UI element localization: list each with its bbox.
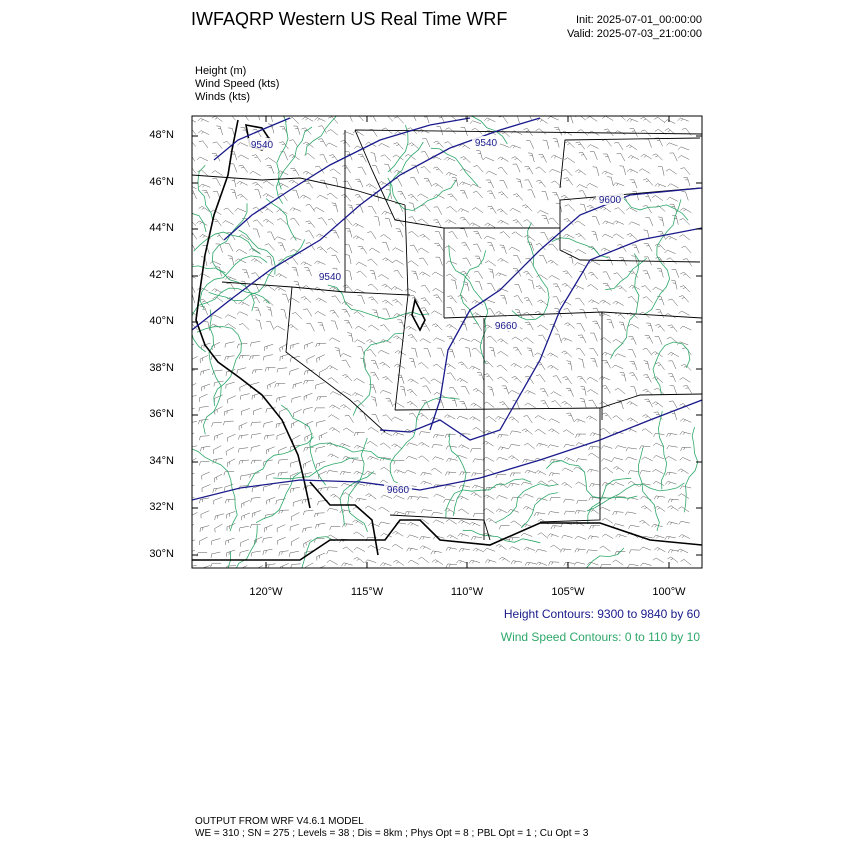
height-contour-label: 9540: [250, 140, 274, 151]
lat-tick-label: 36°N: [149, 408, 174, 420]
state-boundary: [286, 287, 385, 432]
wind-speed-contour: [644, 199, 681, 314]
valid-time: Valid: 2025-07-03_21:00:00: [567, 28, 702, 40]
height-contour-label: 9540: [318, 272, 342, 283]
legend-wind-speed: Wind Speed (kts): [195, 78, 280, 90]
wind-speed-contour: [276, 127, 312, 204]
wind-speed-contour: [611, 254, 640, 359]
wind-speed-contour: [495, 484, 558, 523]
lat-tick-label: 44°N: [149, 222, 174, 234]
lon-tick-label: 100°W: [652, 586, 686, 598]
height-contour-labels: [248, 136, 624, 496]
wind-speed-contours: [145, 89, 698, 626]
coastline-segment: [412, 300, 425, 330]
lon-tick-label: 110°W: [450, 586, 484, 598]
model-config: WE = 310 ; SN = 275 ; Levels = 38 ; Dis = 8km ; Phys Opt = 8 ; PBL Opt = 1 ; Cu Opt = 3: [195, 828, 589, 839]
coastline: [192, 120, 702, 560]
model-info: [195, 816, 588, 840]
height-contour-label: 9660: [494, 321, 518, 332]
init-time: Init: 2025-07-01_00:00:00: [576, 14, 702, 26]
legend-winds: Winds (kts): [195, 91, 250, 103]
wind-speed-contour: [266, 199, 296, 241]
state-boundary: [602, 312, 702, 318]
lat-tick-label: 34°N: [149, 455, 174, 467]
state-boundary: [390, 515, 490, 540]
wind-speed-contour: [306, 92, 351, 156]
wind-speed-contour: [587, 483, 685, 511]
wind-speed-contour: [302, 537, 335, 588]
state-boundary: [395, 205, 408, 410]
lat-tick-label: 46°N: [149, 176, 174, 188]
height-contour-note: Height Contours: 9300 to 9840 by 60: [503, 607, 700, 621]
wind-speed-contour: [197, 327, 242, 407]
lat-tick-label: 40°N: [149, 315, 174, 327]
map-title: IWFAQRP Western US Real Time WRF: [191, 9, 508, 29]
wind-speed-contour: [546, 461, 637, 499]
lon-tick-label: 115°W: [350, 586, 384, 598]
plot-frame: [192, 116, 702, 568]
lat-tick-label: 38°N: [149, 362, 174, 374]
wind-speed-contour: [281, 405, 326, 485]
height-contour-label: 9600: [598, 195, 622, 206]
lat-tick-label: 42°N: [149, 269, 174, 281]
legend-height: Height (m): [195, 65, 247, 77]
height-contour-label: 9540: [474, 138, 498, 149]
wind-speed-contour: [653, 342, 690, 394]
wind-speed-contour: [588, 478, 631, 524]
lat-tick-label: 48°N: [149, 129, 174, 141]
state-boundary: [540, 408, 600, 522]
lon-tick-label: 120°W: [249, 586, 283, 598]
axis-ticks: [192, 116, 702, 568]
wind-contour-note: Wind Speed Contours: 0 to 110 by 10: [500, 630, 700, 644]
wind-speed-contour: [639, 448, 660, 531]
wind-speed-contour: [684, 427, 697, 512]
wind-speed-contour: [218, 525, 257, 577]
height-contour-label: 9660: [386, 485, 410, 496]
state-boundary: [192, 175, 405, 205]
state-boundary: [444, 312, 602, 420]
coastline-segment: [192, 520, 702, 560]
lat-tick-label: 32°N: [149, 501, 174, 513]
height-contours: [192, 118, 702, 500]
model-version: OUTPUT FROM WRF V4.6.1 MODEL: [195, 816, 364, 827]
lat-tick-label: 30°N: [149, 548, 174, 560]
wind-speed-contour: [658, 411, 666, 489]
wind-speed-contour: [619, 195, 688, 221]
state-boundary: [560, 138, 700, 188]
lon-tick-label: 105°W: [551, 586, 585, 598]
